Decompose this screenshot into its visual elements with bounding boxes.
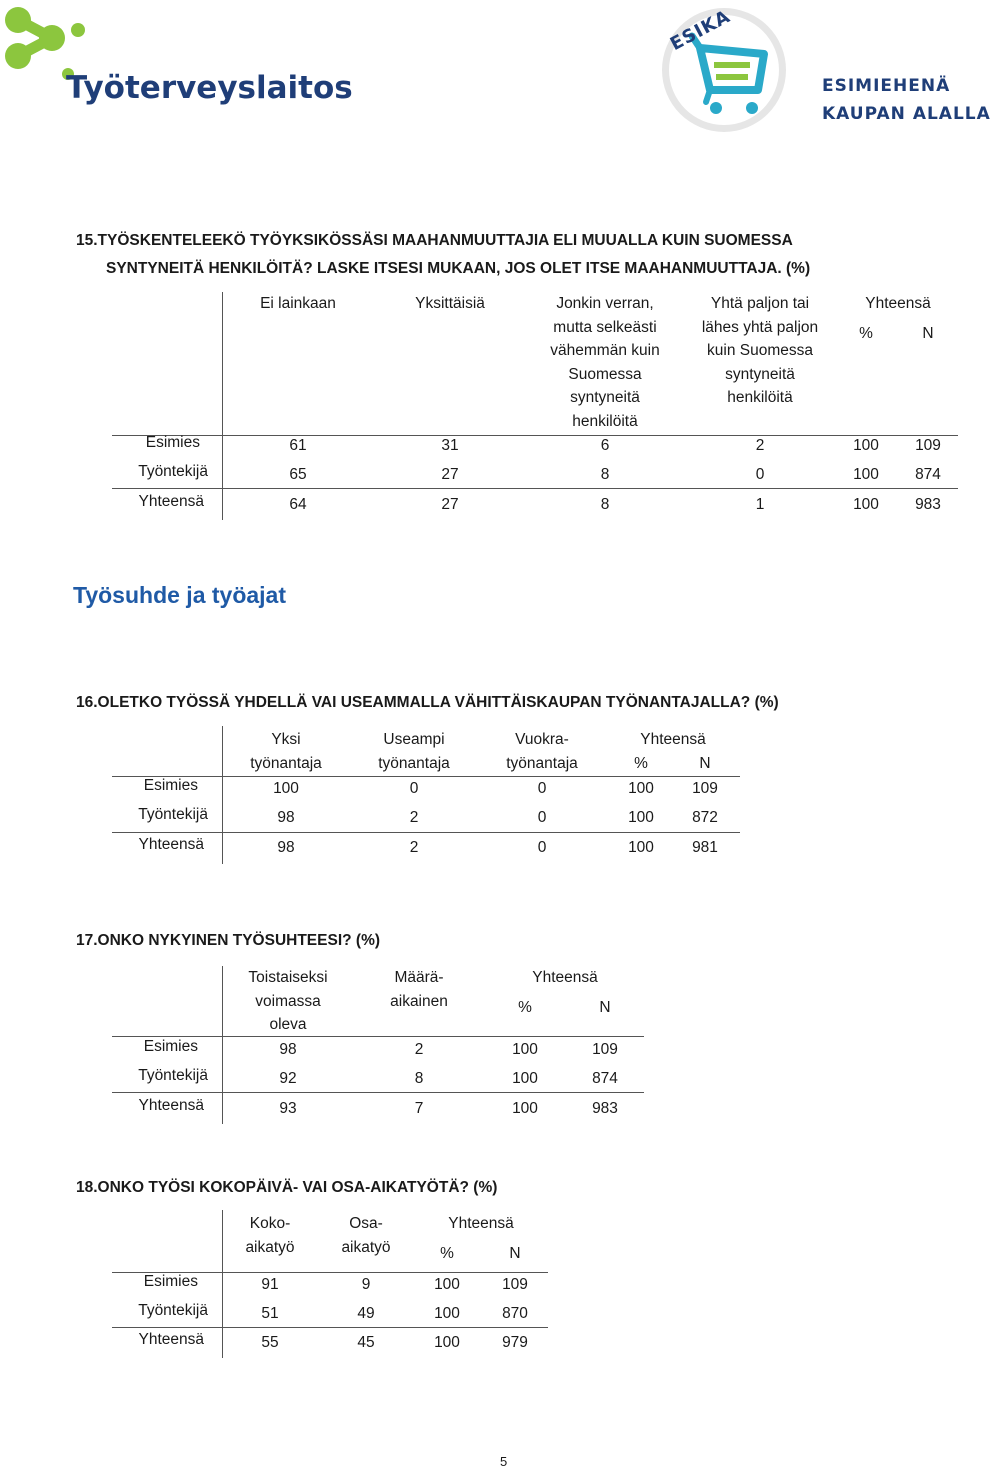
q18-cell: 49 bbox=[357, 1305, 375, 1322]
q18-label-rule bbox=[222, 1210, 223, 1358]
q17-cell: 92 bbox=[279, 1070, 297, 1087]
q16-row-label: Yhteensä bbox=[138, 836, 204, 853]
q16-total-header: Yhteensä bbox=[640, 731, 706, 748]
q17-header-rule bbox=[112, 1036, 644, 1037]
q16-col-header: Yksi työnantaja bbox=[250, 731, 322, 772]
q17-row-label: Työntekijä bbox=[138, 1067, 208, 1084]
esika-line1: ESIMIEHENÄ bbox=[822, 76, 951, 96]
q16-cell: 98 bbox=[277, 839, 295, 856]
q18-n-header: N bbox=[509, 1245, 521, 1262]
q16-cell: 109 bbox=[692, 780, 718, 797]
q18-title: 18.ONKO TYÖSI KOKOPÄIVÄ- VAI OSA-AIKATYÖTÄ? (%) bbox=[76, 1179, 498, 1196]
q15-title-line2: SYNTYNEITÄ HENKILÖITÄ? LASKE ITSESI MUKAAN, JOS OLET ITSE MAAHANMUUTTAJA. (%) bbox=[106, 260, 811, 277]
q15-pct-header: % bbox=[859, 325, 873, 342]
q17-col-header: Toistaiseksi voimassa oleva bbox=[248, 969, 328, 1033]
q18-pct-header: % bbox=[440, 1245, 454, 1262]
q18-cell: 979 bbox=[502, 1334, 528, 1351]
q15-cell: 6 bbox=[600, 437, 610, 454]
q17-label-rule bbox=[222, 966, 223, 1124]
q16-cell: 0 bbox=[537, 809, 547, 826]
q15-cell: 27 bbox=[441, 496, 459, 513]
q16-pct-header: % bbox=[634, 755, 648, 772]
q17-row-rule bbox=[112, 1092, 644, 1093]
q16-row-label: Esimies bbox=[143, 777, 198, 794]
q15-cell: 8 bbox=[600, 466, 610, 483]
q17-pct-header: % bbox=[518, 999, 532, 1016]
q15-cell: 61 bbox=[289, 437, 307, 454]
q15-cell: 983 bbox=[915, 496, 941, 513]
q16-row-rule bbox=[112, 832, 740, 833]
q16-cell: 98 bbox=[277, 809, 295, 826]
q17-cell: 7 bbox=[414, 1100, 424, 1117]
q17-cell: 8 bbox=[414, 1070, 424, 1087]
q17-total-header: Yhteensä bbox=[532, 969, 598, 986]
q15-col-header: Yhtä paljon tai lähes yhtä paljon kuin Suomessa syntyneitä henkilöitä bbox=[701, 295, 819, 406]
q18-cell: 51 bbox=[261, 1305, 279, 1322]
q17-cell: 100 bbox=[512, 1070, 538, 1087]
q16-cell: 2 bbox=[409, 809, 419, 826]
q17-cell: 2 bbox=[414, 1041, 424, 1058]
q15-row-label: Työntekijä bbox=[138, 463, 208, 480]
q18-row-rule bbox=[112, 1327, 548, 1328]
q18-cell: 9 bbox=[361, 1276, 371, 1293]
q16-col-header: Useampi työnantaja bbox=[378, 731, 450, 772]
q15-cell: 100 bbox=[853, 496, 879, 513]
q16-cell: 100 bbox=[628, 839, 654, 856]
q15-row-label: Yhteensä bbox=[138, 493, 204, 510]
esika-badge-text: ESIKA bbox=[666, 6, 734, 55]
org-logo-text: Työterveyslaitos bbox=[66, 70, 353, 106]
q16-cell: 100 bbox=[628, 809, 654, 826]
q18-row-label: Työntekijä bbox=[138, 1302, 208, 1319]
q17-col-header: Määrä- aikainen bbox=[390, 969, 448, 1010]
q15-cell: 8 bbox=[600, 496, 610, 513]
q16-row-label: Työntekijä bbox=[138, 806, 208, 823]
q15-n-header: N bbox=[922, 325, 934, 342]
q16-col-header: Vuokra- työnantaja bbox=[506, 731, 578, 772]
q16-cell: 0 bbox=[537, 780, 547, 797]
q16-cell: 981 bbox=[692, 839, 718, 856]
q18-row-label: Esimies bbox=[143, 1273, 198, 1290]
q18-cell: 91 bbox=[261, 1276, 279, 1293]
q15-col-header: Jonkin verran, mutta selkeästi vähemmän kuin Suomessa syntyneitä henkilöitä bbox=[550, 295, 660, 430]
q15-cell: 100 bbox=[853, 437, 879, 454]
q18-cell: 870 bbox=[502, 1305, 528, 1322]
q18-col-header: Osa- aikatyö bbox=[341, 1215, 391, 1256]
q17-cell: 98 bbox=[279, 1041, 297, 1058]
q15-cell: 64 bbox=[289, 496, 307, 513]
q15-cell: 31 bbox=[441, 437, 459, 454]
q18-cell: 100 bbox=[434, 1276, 460, 1293]
q15-cell: 65 bbox=[289, 466, 307, 483]
q18-col-header: Koko- aikatyö bbox=[245, 1215, 295, 1256]
q16-n-header: N bbox=[699, 755, 711, 772]
q18-cell: 45 bbox=[357, 1334, 375, 1351]
q16-title: 16.OLETKO TYÖSSÄ YHDELLÄ VAI USEAMMALLA VÄHITTÄISKAUPAN TYÖNANTAJALLA? (%) bbox=[76, 694, 779, 711]
q15-total-header: Yhteensä bbox=[865, 295, 931, 312]
q15-cell: 100 bbox=[853, 466, 879, 483]
q16-cell: 2 bbox=[409, 839, 419, 856]
q16-cell: 0 bbox=[409, 780, 419, 797]
q18-cell: 55 bbox=[261, 1334, 279, 1351]
q15-row-label: Esimies bbox=[145, 434, 200, 451]
q15-row-rule bbox=[112, 488, 958, 489]
q15-cell: 874 bbox=[915, 466, 941, 483]
q15-col-header: Ei lainkaan bbox=[260, 295, 336, 312]
q18-total-header: Yhteensä bbox=[448, 1215, 514, 1232]
q15-label-rule bbox=[222, 292, 223, 520]
q15-cell: 0 bbox=[755, 466, 765, 483]
q18-cell: 100 bbox=[434, 1305, 460, 1322]
q17-cell: 109 bbox=[592, 1041, 618, 1058]
q15-title-line1: 15.TYÖSKENTELEEKÖ TYÖYKSIKÖSSÄSI MAAHANMUUTTAJIA ELI MUUALLA KUIN SUOMESSA bbox=[76, 232, 793, 249]
q17-n-header: N bbox=[599, 999, 611, 1016]
q15-cell: 2 bbox=[755, 437, 765, 454]
q17-cell: 100 bbox=[512, 1100, 538, 1117]
q16-cell: 100 bbox=[273, 780, 299, 797]
q16-cell: 872 bbox=[692, 809, 718, 826]
q17-cell: 93 bbox=[279, 1100, 297, 1117]
page-number: 5 bbox=[500, 1454, 508, 1469]
q17-cell: 874 bbox=[592, 1070, 618, 1087]
q17-cell: 100 bbox=[512, 1041, 538, 1058]
q15-cell: 1 bbox=[755, 496, 765, 513]
esika-line2: KAUPAN ALALLA bbox=[822, 104, 991, 124]
q16-cell: 100 bbox=[628, 780, 654, 797]
q17-row-label: Yhteensä bbox=[138, 1097, 204, 1114]
q18-cell: 100 bbox=[434, 1334, 460, 1351]
q18-cell: 109 bbox=[502, 1276, 528, 1293]
q16-cell: 0 bbox=[537, 839, 547, 856]
q15-cell: 109 bbox=[915, 437, 941, 454]
section-heading: Työsuhde ja työajat bbox=[73, 582, 287, 608]
q17-title: 17.ONKO NYKYINEN TYÖSUHTEESI? (%) bbox=[76, 932, 381, 949]
q17-cell: 983 bbox=[592, 1100, 618, 1117]
q15-cell: 27 bbox=[441, 466, 459, 483]
q16-label-rule bbox=[222, 726, 223, 864]
q15-col-header: Yksittäisiä bbox=[415, 295, 485, 312]
q17-row-label: Esimies bbox=[143, 1038, 198, 1055]
q18-row-label: Yhteensä bbox=[138, 1331, 204, 1348]
